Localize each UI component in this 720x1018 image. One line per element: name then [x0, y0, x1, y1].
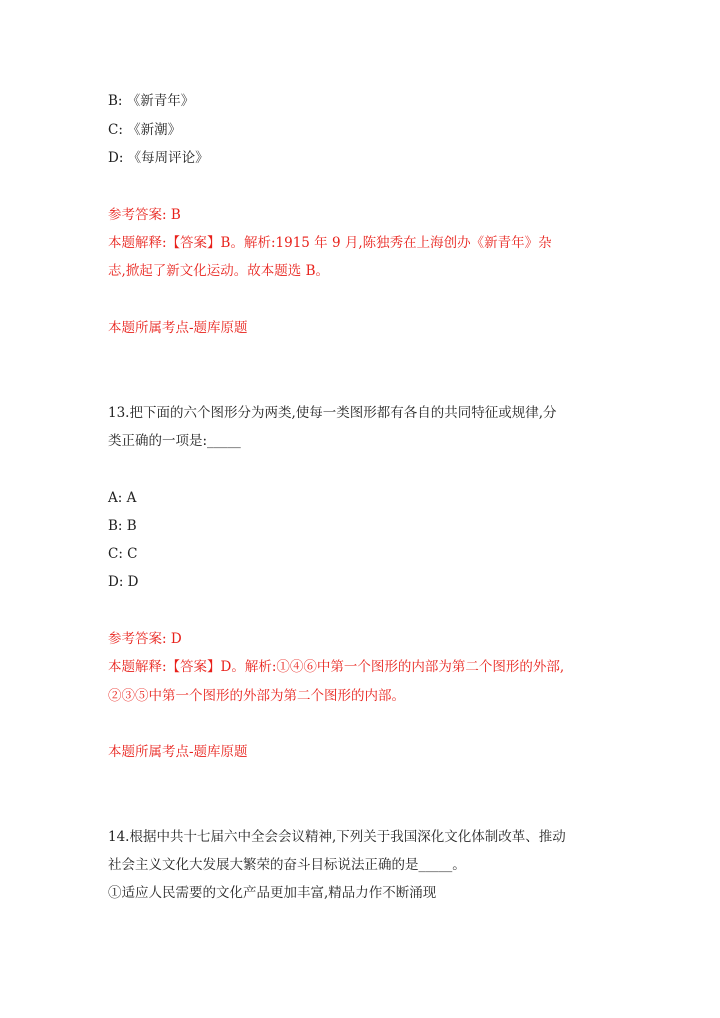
- q12-explanation-line2: 志,掀起了新文化运动。故本题选 B。: [108, 263, 330, 279]
- q12-option-c: C: 《新潮》: [108, 122, 182, 138]
- q12-option-b: B: 《新青年》: [108, 93, 195, 109]
- q13-answer: 参考答案: D: [108, 631, 182, 647]
- q13-source: 本题所属考点-题库原题: [108, 744, 248, 760]
- q13-option-d: D: D: [108, 574, 139, 590]
- q12-explanation-line1: 本题解释:【答案】B。解析:1915 年 9 月,陈独秀在上海创办《新青年》杂: [108, 235, 552, 251]
- q13-explanation-line1: 本题解释:【答案】D。解析:①④⑥中第一个图形的内部为第二个图形的外部,: [108, 659, 565, 675]
- q14-stem-line1: 14.根据中共十七届六中全会会议精神,下列关于我国深化文化体制改革、推动: [108, 829, 566, 845]
- q13-option-a: A: A: [108, 490, 137, 506]
- q12-source: 本题所属考点-题库原题: [108, 320, 248, 336]
- q13-option-c: C: C: [108, 546, 138, 562]
- q12-answer: 参考答案: B: [108, 207, 181, 223]
- q13-option-b: B: B: [108, 518, 137, 534]
- q13-stem-line1: 13.把下面的六个图形分为两类,使每一类图形都有各自的共同特征或规律,分: [108, 405, 557, 421]
- q14-item1: ①适应人民需要的文化产品更加丰富,精品力作不断涌现: [108, 885, 437, 901]
- q12-option-d: D: 《每周评论》: [108, 150, 209, 166]
- q14-stem-line2: 社会主义文化大发展大繁荣的奋斗目标说法正确的是_____。: [108, 857, 466, 873]
- q13-explanation-line2: ②③⑤中第一个图形的外部为第二个图形的内部。: [108, 688, 405, 704]
- q13-stem-line2: 类正确的一项是:_____: [108, 433, 241, 449]
